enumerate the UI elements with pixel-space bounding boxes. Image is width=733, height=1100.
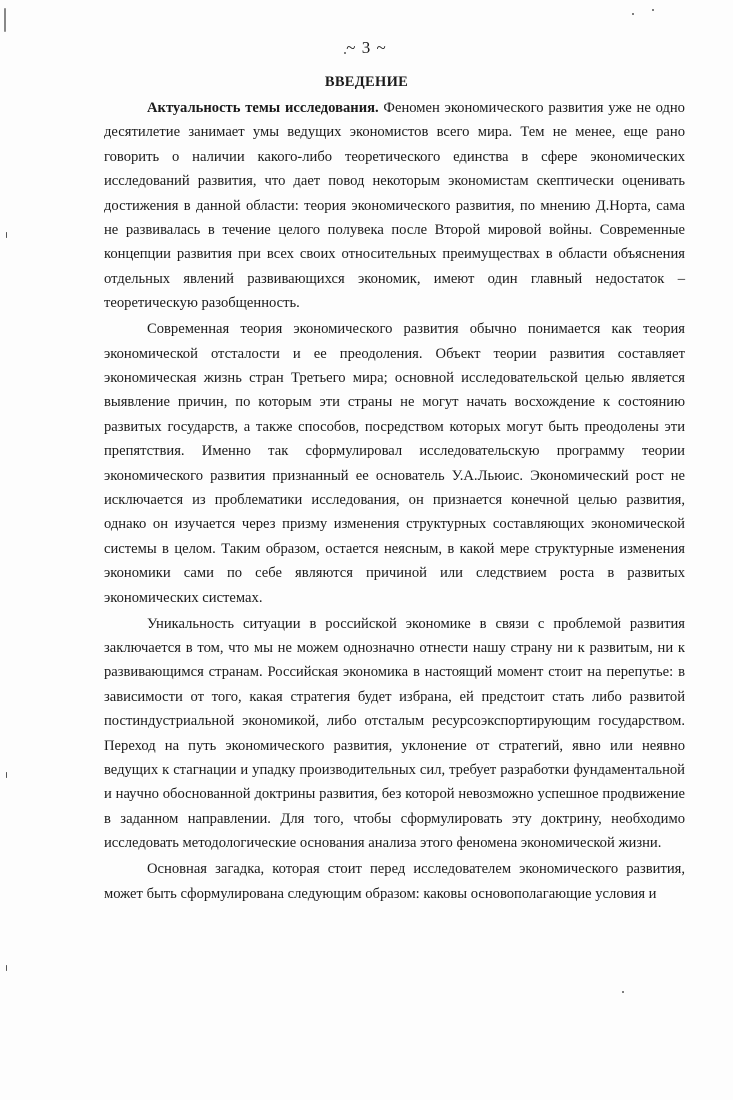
paragraph-text: Уникальность ситуации в российской экономике в связи с проблемой развития заключается в том, что мы не можем однозначно отнести нашу страну ни к развитым, ни к развивающимся странам. Российская экономика в настоящий момент стоит на перепутье: в зависимости от того, какая стратегия будет избрана, ей предстоит стать либо развитой постиндустриальной экономикой, либо отсталым ресурсоэкспортирующим государством. Переход на путь экономического развития, уклонение от стратегий, явно или неявно ведущих к стагнации и упадку производительных сил, требует разработки фундаментальной и научно обоснованной доктрины развития, без которой невозможно успешное продвижение в заданном направлении. Для того, чтобы сформулировать эту доктрину, необходимо исследовать методологические основания анализа этого феномена экономической жизни.	[104, 615, 685, 852]
scan-speck	[6, 965, 7, 971]
page-number: ~ 3 ~	[346, 38, 387, 57]
scan-speck	[6, 232, 7, 238]
paragraph-text: Современная теория экономического развития обычно понимается как теория экономической отсталости и ее преодоления. Объект теории развития составляет экономическая жизнь стран Третьего мира; основной исследовательской целью является выявление причин, по которым эти страны не могут начать восхождение к состоянию развитых государств, а также способов, посредством которых могут быть преодолены эти препятствия. Именно так сформулировал исследовательскую программу теории экономического развития признанный ее основатель У.А.Льюис. Экономический рост не исключается из проблематики исследования, он признается конечной целью развития, однако он изучается через призму изменения структурных составляющих экономической системы в целом. Таким образом, остается неясным, в какой мере структурные изменения экономики сами по себе являются причиной или следствием роста в развитых экономических системах.	[104, 321, 685, 606]
scan-speck	[344, 52, 346, 54]
paragraph-text: Основная загадка, которая стоит перед исследователем экономического развития, может быть сформулирована следующим образом: каковы основополагающие условия и	[104, 861, 685, 902]
section-heading: ВВЕДЕНИЕ	[324, 74, 409, 90]
scan-speck	[652, 9, 654, 11]
paragraph-text: Феномен экономического развития уже не одно десятилетие занимает умы ведущих экономистов всего мира. Тем не менее, еще рано говорить о наличии какого-либо теоретического единства в сфере экономических исследований развития, что дает повод некоторым экономистам скептически оценивать достижения в данной области: теория экономического развития, по мнению Д.Норта, сама не развивалась в течение целого полувека после Второй мировой войны. Современные концепции развития при всех своих относительных преимуществах в области объяснения отдельных явлений развивающихся экономик, имеют один главный недостаток – теоретическую разобщенность.	[104, 100, 685, 312]
paragraph-4	[104, 857, 685, 906]
paragraph-lead: Актуальность темы исследования.	[147, 100, 379, 116]
scan-speck	[6, 772, 7, 778]
paragraph-2	[104, 317, 685, 610]
paragraph-1	[104, 96, 685, 316]
paragraph-3	[104, 612, 685, 856]
scan-speck	[632, 13, 634, 15]
scan-speck	[622, 991, 624, 993]
scan-speck	[4, 8, 6, 32]
body-text	[104, 96, 685, 907]
